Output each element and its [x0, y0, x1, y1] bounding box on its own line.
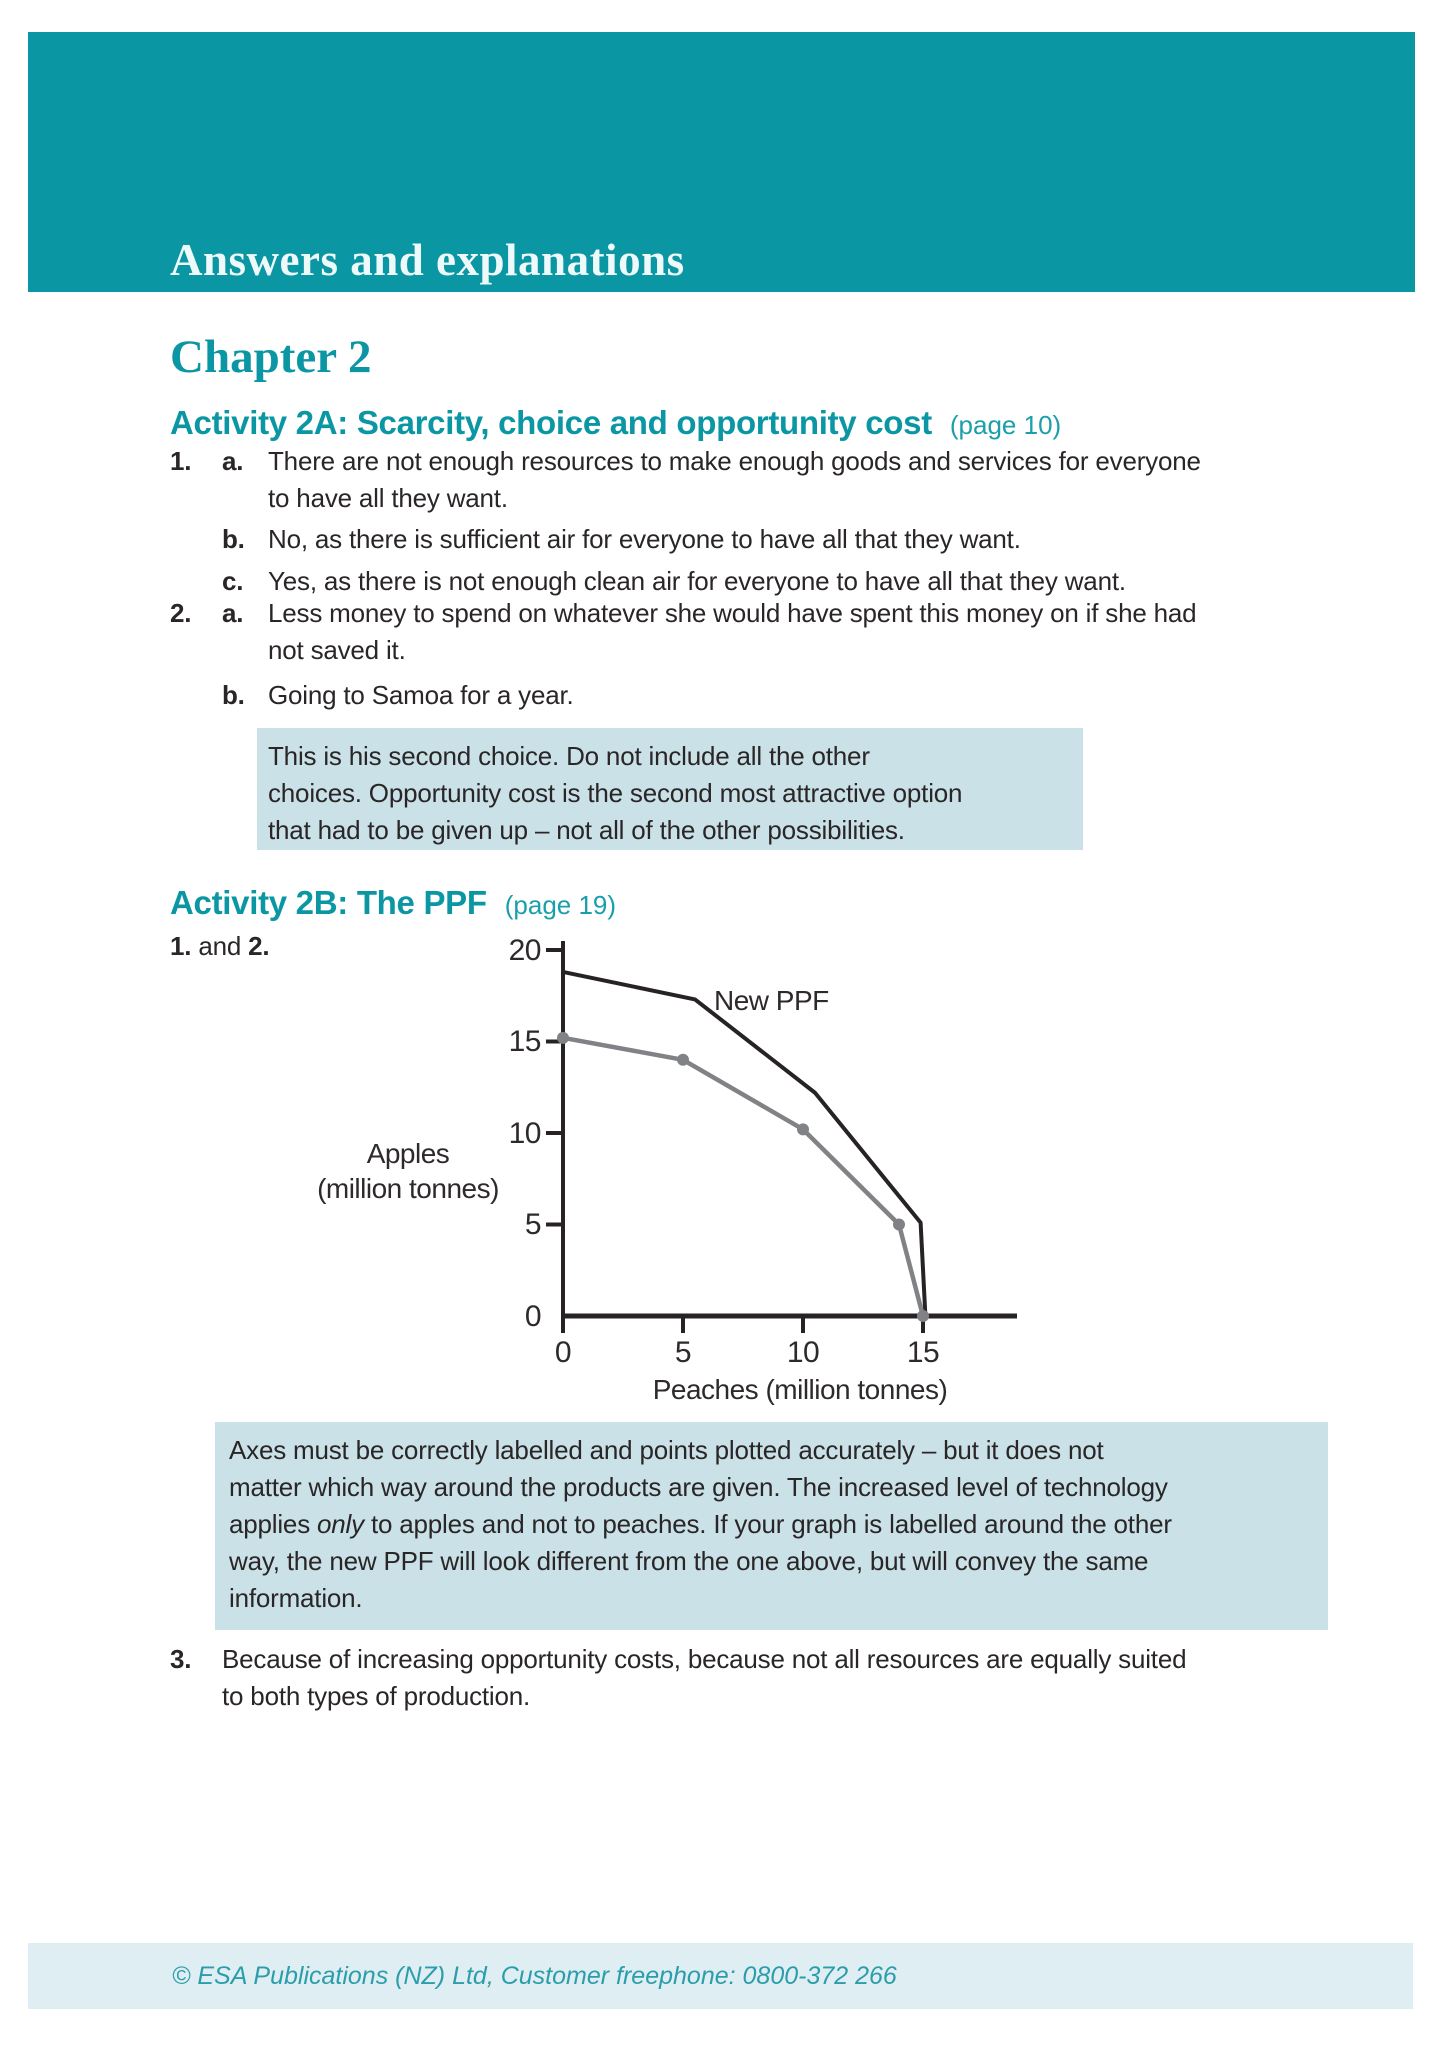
intro-number: 1. — [170, 931, 192, 961]
activity-2a-page-ref: (page 10) — [949, 410, 1062, 440]
answer-text — [222, 1641, 1186, 1715]
item-letter: b. — [222, 524, 245, 554]
note-text — [215, 1422, 1328, 1617]
data-point — [557, 1032, 569, 1044]
note-line: This is his second choice. Do not include all the other — [268, 741, 870, 771]
intro-and: and — [191, 931, 249, 961]
note-line: matter which way around the products are given. The increased level of technology — [229, 1472, 1168, 1502]
note-box-opportunity-cost — [257, 728, 1083, 850]
y-tick-label: 0 — [524, 1300, 541, 1333]
note-line-italic: only — [317, 1509, 364, 1539]
answer-line: Less money to spend on whatever she would have spent this money on if she had — [268, 598, 1197, 628]
item-number: 1. — [170, 446, 192, 476]
answer-line: Yes, as there is not enough clean air for everyone to have all that they want. — [268, 566, 1126, 596]
y-tick-labels — [509, 934, 541, 1333]
x-tick-label: 5 — [674, 1336, 692, 1369]
y-tick-label: 15 — [508, 1025, 541, 1058]
answer-text — [268, 443, 1201, 517]
data-point — [677, 1054, 689, 1066]
note-line-part: applies — [229, 1509, 318, 1539]
activity-2b-title: Activity 2B: The PPF — [170, 884, 487, 921]
x-axis-label: Peaches (million tonnes) — [652, 1374, 948, 1405]
chapter-title: Chapter 2 — [170, 331, 372, 383]
note-line: choices. Opportunity cost is the second most attractive option — [268, 778, 963, 808]
answer-line: No, as there is sufficient air for everyone to have all that they want. — [268, 524, 1021, 554]
original-ppf-markers — [557, 1032, 929, 1322]
note-line: information. — [229, 1583, 363, 1613]
footer-band — [28, 1943, 1413, 2009]
note-line: way, the new PPF will look different from the one above, but will convey the same — [229, 1546, 1149, 1576]
answer-intro — [170, 928, 269, 965]
note-line — [229, 1506, 1328, 1543]
answer-text — [268, 595, 1196, 669]
item-number: 3. — [170, 1644, 192, 1674]
activity-2b-page-ref: (page 19) — [504, 890, 617, 920]
y-tick-label: 5 — [524, 1208, 541, 1241]
intro-number: 2. — [248, 931, 270, 961]
header-banner — [28, 32, 1415, 292]
new-ppf-line — [563, 972, 925, 1316]
original-ppf-line — [563, 1038, 923, 1316]
y-tick-label: 20 — [508, 934, 541, 967]
note-box-ppf — [215, 1422, 1328, 1630]
x-tick-label: 10 — [786, 1336, 820, 1369]
y-tick-label: 10 — [508, 1117, 541, 1150]
x-tick-marks — [563, 1316, 923, 1333]
footer-credit: © ESA Publications (NZ) Ltd, Customer freephone: 0800-372 266 — [172, 1962, 897, 1990]
answer-line: not saved it. — [268, 635, 406, 665]
x-tick-labels — [555, 1336, 939, 1369]
new-ppf-annotation: New PPF — [714, 985, 829, 1016]
answer-line: to both types of production. — [222, 1681, 531, 1711]
item-letter: c. — [222, 566, 244, 596]
y-axis-label-line2: (million tonnes) — [317, 1173, 499, 1204]
activity-2a-title: Activity 2A: Scarcity, choice and opportunity cost — [170, 404, 932, 441]
data-point — [797, 1123, 809, 1135]
y-axis-label-line1: Apples — [366, 1138, 450, 1169]
data-point — [917, 1310, 929, 1322]
answer-line: Because of increasing opportunity costs, because not all resources are equally suited — [222, 1644, 1187, 1674]
y-tick-marks — [546, 950, 563, 1225]
answer-line: to have all they want. — [268, 483, 508, 513]
note-line-part: to apples and not to peaches. If your graph is labelled around the other — [363, 1509, 1172, 1539]
note-line: Axes must be correctly labelled and points plotted accurately – but it does not — [229, 1435, 1104, 1465]
x-tick-label: 15 — [906, 1336, 940, 1369]
item-letter: b. — [222, 680, 245, 710]
answer-line: There are not enough resources to make enough goods and services for everyone — [268, 446, 1201, 476]
ppf-chart — [280, 930, 1040, 1410]
x-tick-label: 0 — [554, 1336, 572, 1369]
data-point — [893, 1219, 905, 1231]
note-text — [257, 728, 1083, 849]
activity-2a-heading — [170, 404, 1061, 442]
page-title: Answers and explanations — [170, 235, 685, 285]
item-letter: a. — [222, 598, 244, 628]
answer-line: Going to Samoa for a year. — [268, 680, 574, 710]
activity-2b-heading — [170, 884, 616, 922]
item-number: 2. — [170, 598, 192, 628]
item-letter: a. — [222, 446, 244, 476]
note-line: that had to be given up – not all of the other possibilities. — [268, 815, 905, 845]
